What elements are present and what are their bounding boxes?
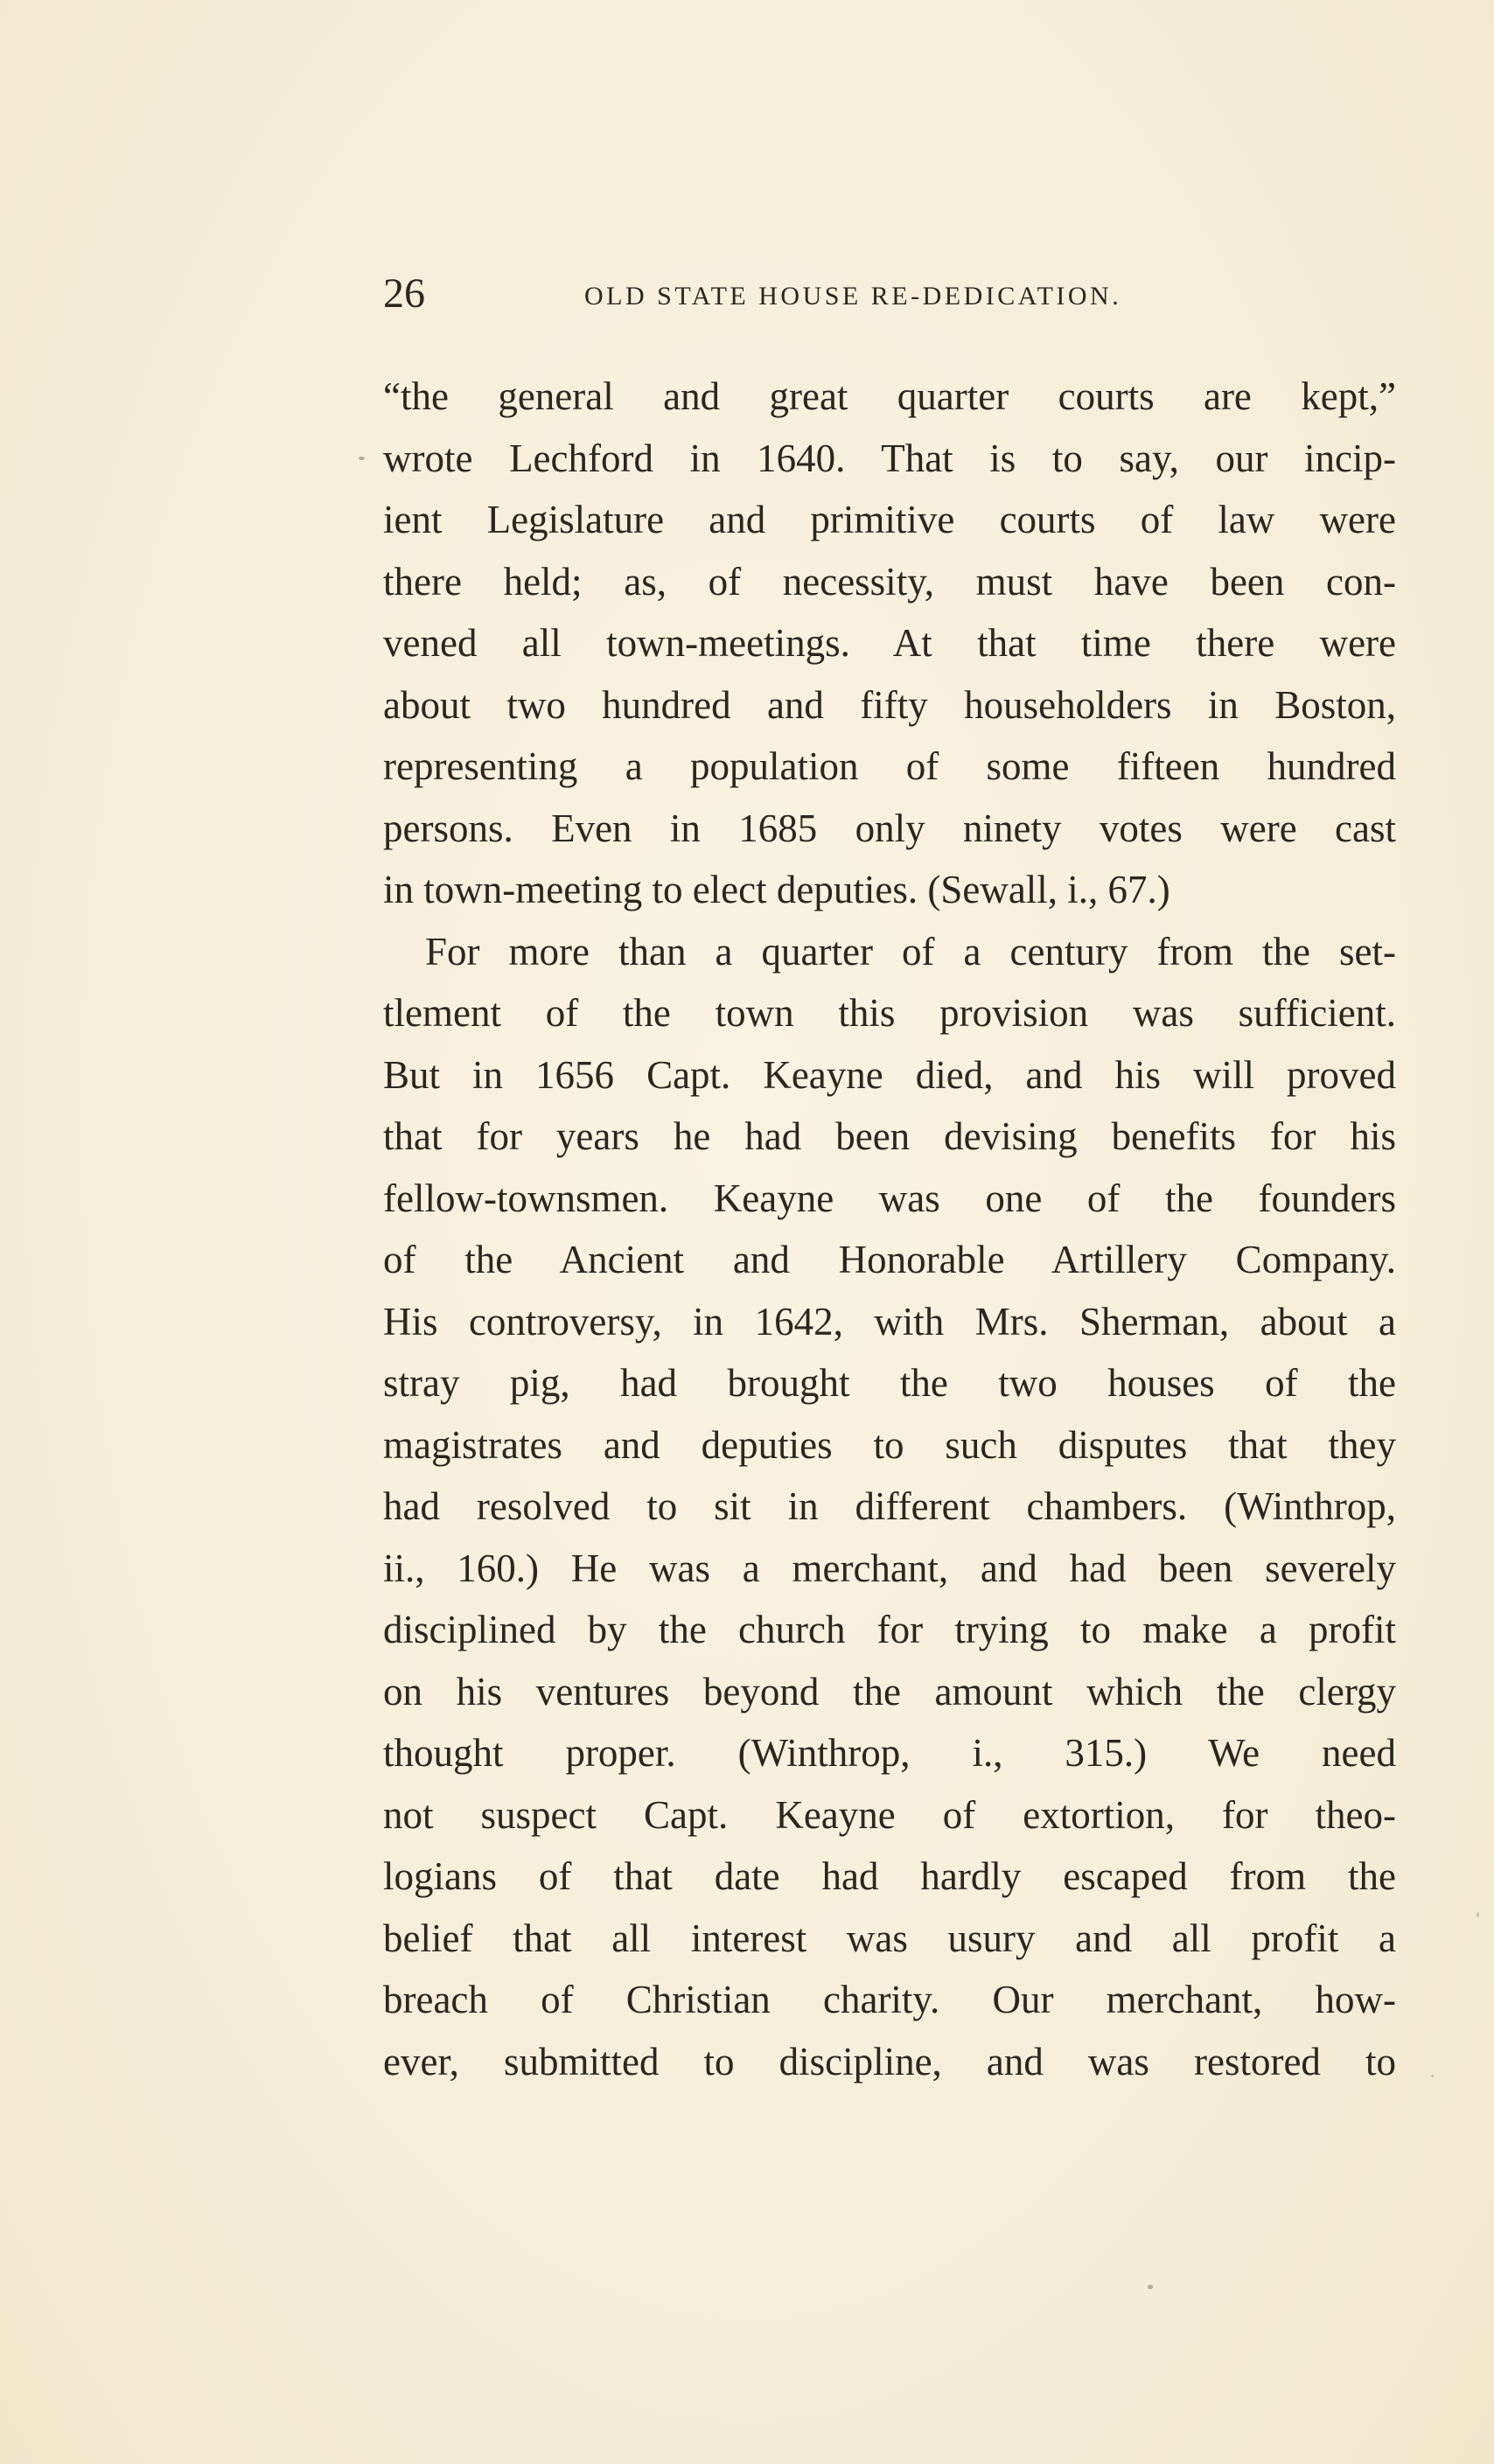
text-line: But in 1656 Capt. Keayne died, and his will proved xyxy=(383,1052,1396,1097)
text-line: fellow-townsmen. Keayne was one of the founders xyxy=(383,1176,1396,1220)
text-line: logians of that date had hardly escaped from the xyxy=(383,1854,1396,1898)
text-line: His controversy, in 1642, with Mrs. Sherman, about a xyxy=(383,1299,1396,1344)
text-line: there held; as, of necessity, must have been con- xyxy=(383,559,1396,604)
text-line: about two hundred and fifty householders in Boston, xyxy=(383,682,1396,727)
running-title: OLD STATE HOUSE RE-DEDICATION. xyxy=(584,282,1122,311)
text-line: ient Legislature and primitive courts of law were xyxy=(383,498,1396,541)
paper-speck xyxy=(359,457,365,460)
paper-speck xyxy=(1148,2285,1153,2289)
paragraph-first-line: For more than a quarter of a century from the set- xyxy=(425,929,1396,974)
body-text xyxy=(383,366,1396,2092)
text-line: tlement of the town this provision was sufficient. xyxy=(383,991,1396,1035)
text-line: of the Ancient and Honorable Artillery Company. xyxy=(383,1238,1396,1281)
text-line: that for years he had been devising benefits for his xyxy=(383,1114,1396,1158)
text-line: wrote Lechford in 1640. That is to say, our incip- xyxy=(383,436,1396,480)
text-line: had resolved to sit in different chambers. (Winthrop, xyxy=(383,1484,1396,1528)
text-line: persons. Even in 1685 only ninety votes were cast xyxy=(383,806,1396,850)
text-line: thought proper. (Winthrop, i., 315.) We need xyxy=(383,1731,1396,1775)
page-number: 26 xyxy=(383,270,425,317)
paper-speck xyxy=(1477,1912,1479,1917)
text-line: stray pig, had brought the two houses of the xyxy=(383,1361,1396,1405)
text-line: disciplined by the church for trying to make a profit xyxy=(383,1608,1396,1651)
paragraph-last-line: in town-meeting to elect deputies. (Sewall, i., 67.) xyxy=(383,868,1170,911)
text-line: magistrates and deputies to such disputes that they xyxy=(383,1422,1396,1467)
text-line: “the general and great quarter courts are kept,” xyxy=(383,374,1396,418)
text-line: vened all town-meetings. At that time there were xyxy=(383,621,1396,665)
text-line: ever, submitted to discipline, and was restored to xyxy=(383,2039,1396,2084)
text-line: belief that all interest was usury and all profit a xyxy=(383,1916,1396,1960)
text-line: ii., 160.) He was a merchant, and had been severely xyxy=(383,1546,1396,1590)
text-line: breach of Christian charity. Our merchant, how- xyxy=(383,1978,1396,2021)
running-head xyxy=(383,268,1258,320)
text-line: not suspect Capt. Keayne of extortion, for theo- xyxy=(383,1792,1396,1837)
text-line: on his ventures beyond the amount which the clergy xyxy=(383,1669,1396,1714)
paper-speck xyxy=(1431,2075,1434,2077)
text-line: representing a population of some fifteen hundred xyxy=(383,744,1396,788)
